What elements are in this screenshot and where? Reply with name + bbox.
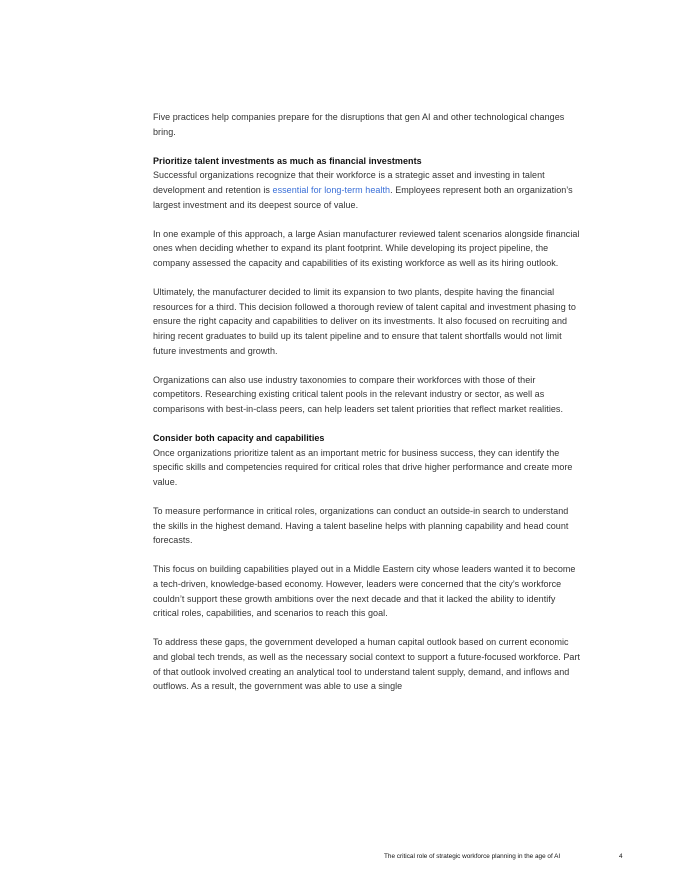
footer-document-title: The critical role of strategic workforce planning in the age of AI xyxy=(384,853,561,860)
page-number: 4 xyxy=(619,853,623,860)
section-heading-capacity-capabilities: Consider both capacity and capabilities xyxy=(153,433,325,444)
essential-long-term-health-link[interactable]: essential for long-term health xyxy=(272,184,391,195)
paragraph: In one example of this approach, a large Asian manufacturer reviewed talent scenarios alongside financial ones when deciding whether to expand its plant footprint. While developing its project pipeline, the company assessed the capacity and capabilities of its existing workforce as well as its hiring outlook. xyxy=(153,228,580,268)
paragraph: Organizations can also use industry taxonomies to compare their workforces with those of their competitors. Researching existing critical talent pools in the relevant industry or sector, as well as comparisons with best-in-class peers, can help leaders set talent priorities that reflect market realities. xyxy=(153,374,564,414)
paragraph-text: Successful organizations recognize that their workforce is a strategic asset and investing in talent development and retention is xyxy=(153,170,545,195)
paragraph: This focus on building capabilities played out in a Middle Eastern city whose leaders wanted it to become a tech-driven, knowledge-based economy. However, leaders were concerned that the city’s workforce couldn’t support these growth ambitions over the next decade and that it lacked the ability to identify critical roles, capabilities, and scenarios to reach this goal. xyxy=(153,564,576,619)
paragraph: Once organizations prioritize talent as an important metric for business success, they can identify the specific skills and competencies required for critical roles that drive higher performance and create more value. xyxy=(153,447,573,487)
article-body xyxy=(153,110,581,708)
paragraph: To address these gaps, the government developed a human capital outlook based on current economic and global tech trends, as well as the necessary social context to support a future-focused workforce. Part of that outlook involved creating an analytical tool to understand talent supply, demand, and inflows and outflows. As a result, the government was able to use a single xyxy=(153,637,581,692)
section-heading-talent-investments: Prioritize talent investments as much as financial investments xyxy=(153,155,422,166)
intro-paragraph: Five practices help companies prepare for the disruptions that gen AI and other technological changes bring. xyxy=(153,112,565,137)
paragraph: Ultimately, the manufacturer decided to limit its expansion to two plants, despite having the financial resources for a third. This decision followed a thorough review of talent capital and investment phasing to ensure the right capacity and capabilities to deliver on its investments. It also focused on recruiting and hiring recent graduates to build up its talent pipeline and to ensure that talent shortfalls would not limit future investments and growth. xyxy=(153,287,576,356)
paragraph-text: . Employees represent both an organization’s largest investment and its deepest source of value. xyxy=(153,184,573,210)
paragraph: To measure performance in critical roles, organizations can conduct an outside-in search to understand the skills in the highest demand. Having a talent baseline helps with planning capability and head count forecasts. xyxy=(153,506,569,546)
paragraph xyxy=(153,168,581,212)
